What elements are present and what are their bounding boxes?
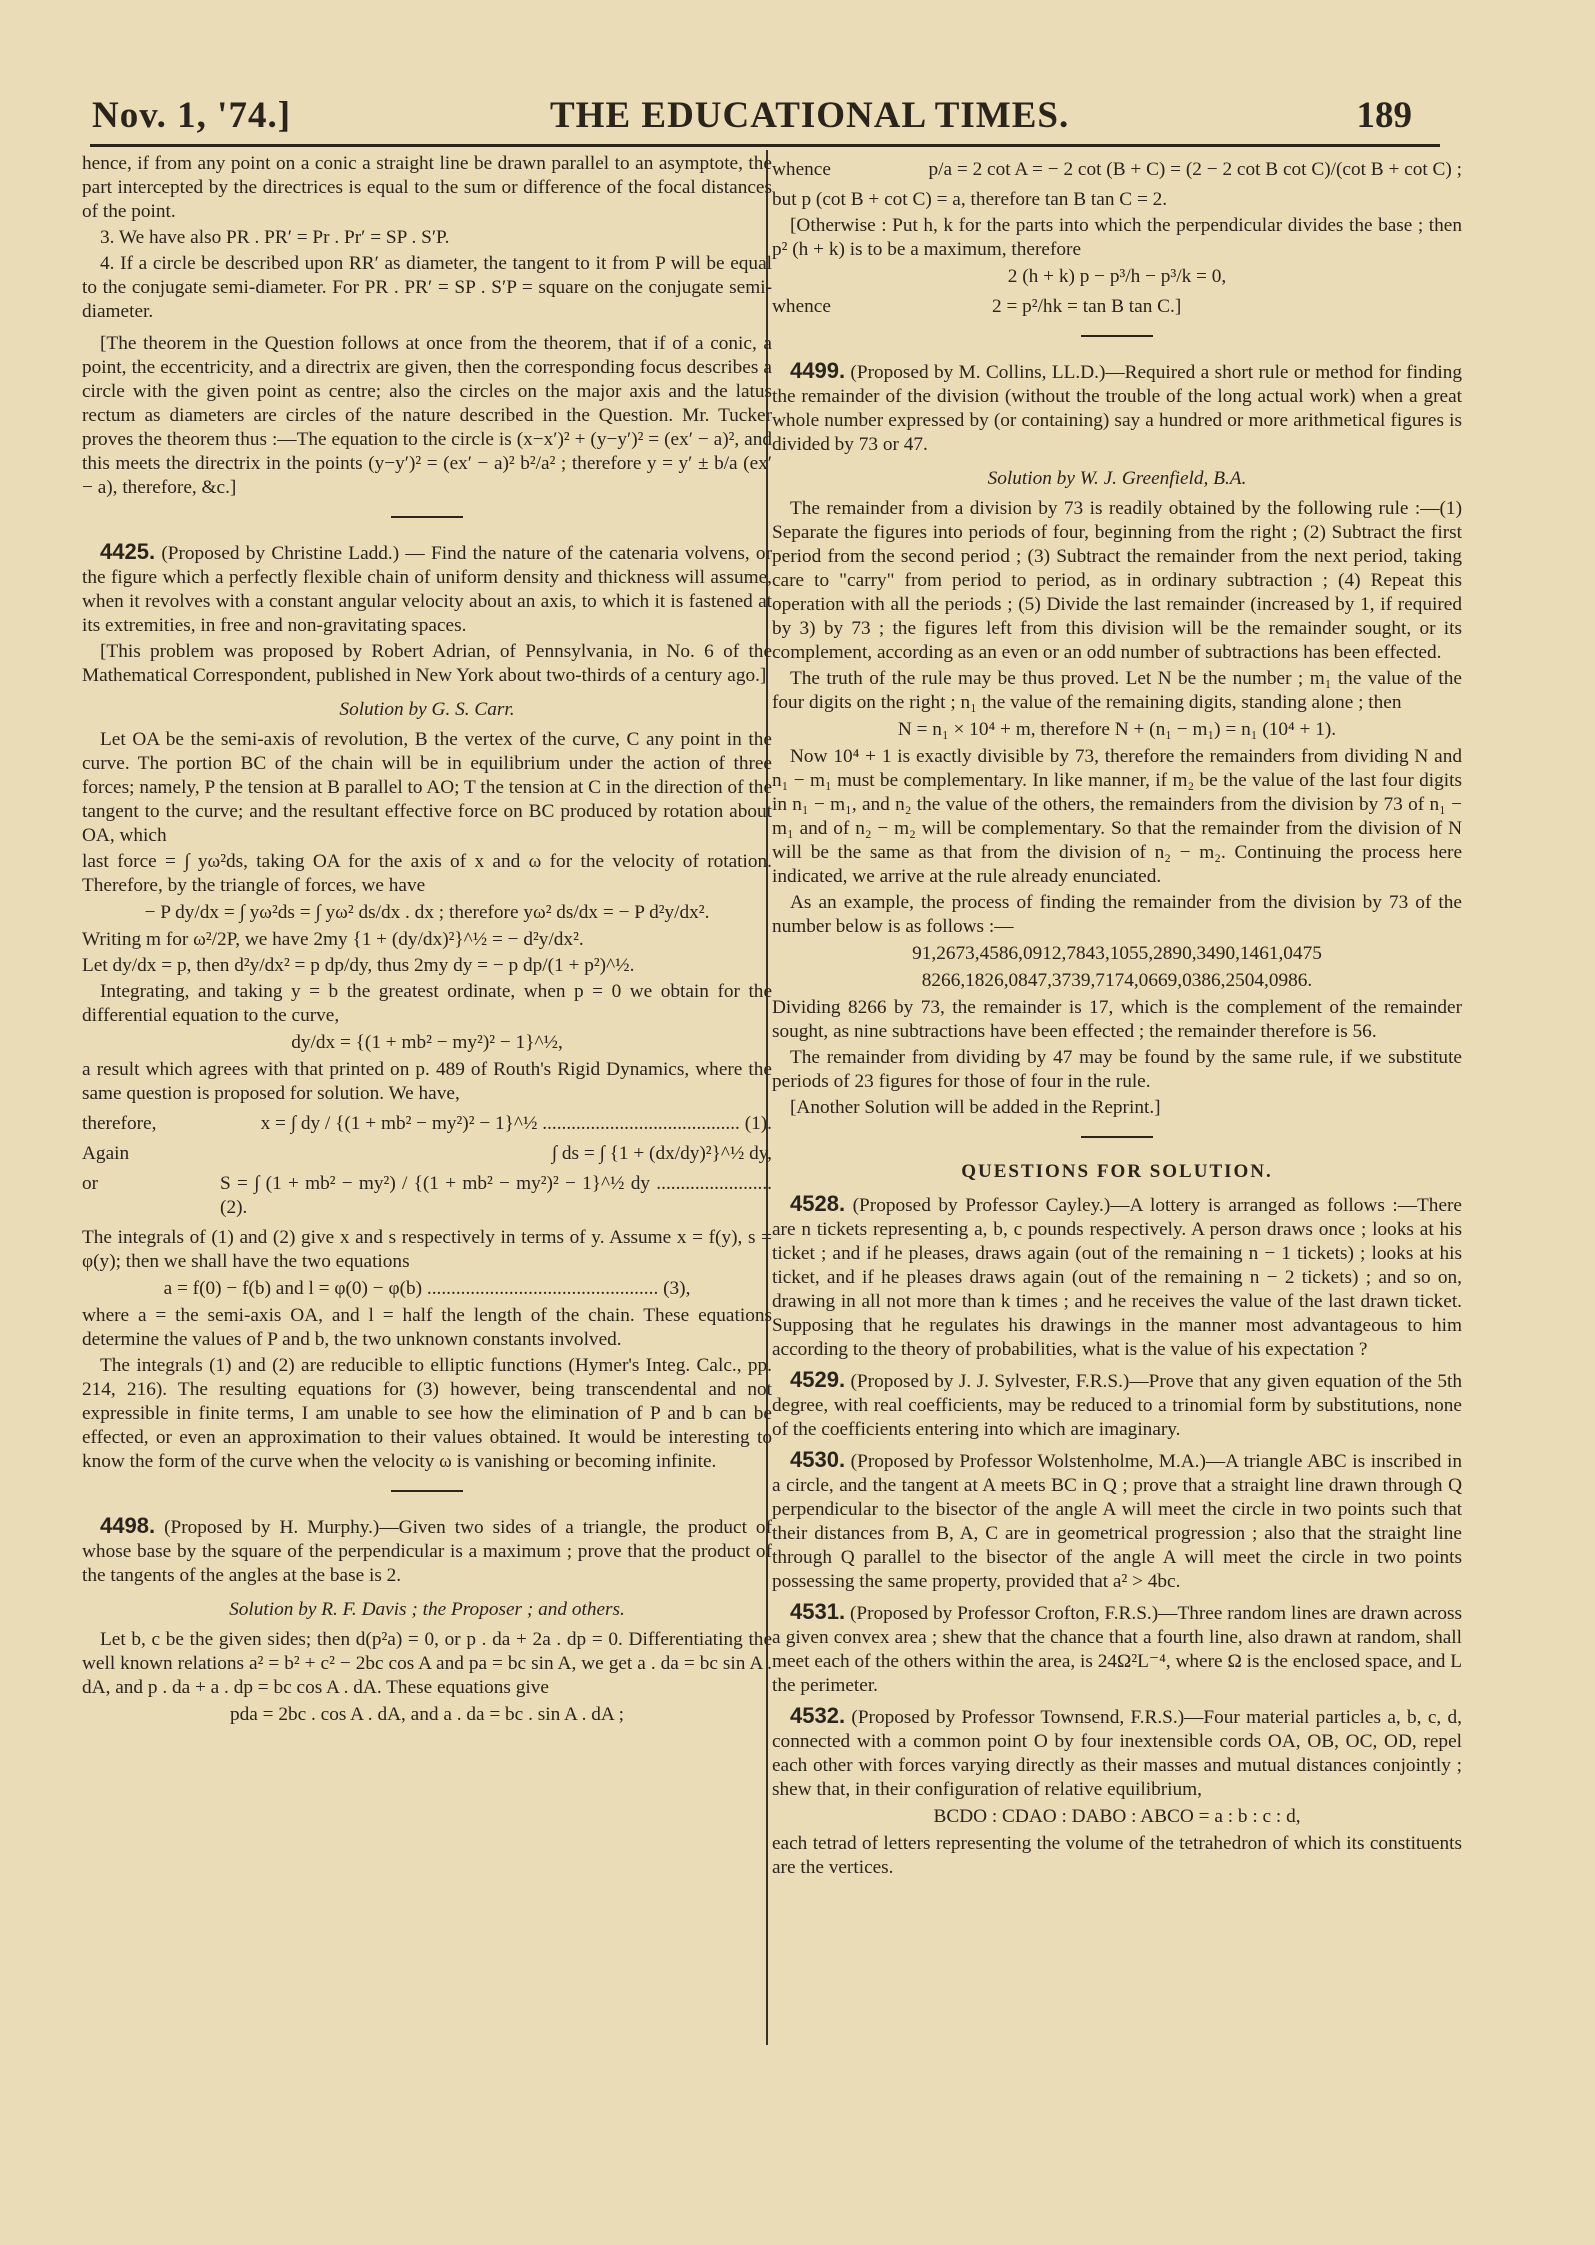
equation-row bbox=[82, 1172, 772, 1220]
equation: p/a = 2 cot A = − 2 cot (B + C) = (2 − 2 cot B cot C)/(cot B + cot C) ; bbox=[928, 159, 1462, 180]
question-text: (Proposed by Professor Cayley.)—A lottery is arranged as follows :—There are n tickets representing a, b, c pounds respectively. A person draws once ; looks at his ticket ; and if he pleases, draws again (out of the remaining n − 1 tickets) ; looks at his ticket, and if he pleases draws again (out of the remaining n − 2 tickets) ; and so on, drawing in all not more than k times ; and he receives the value of the last drawn ticket. Supposing that he regulates his drawings in the manner most advantageous to him according to the theory of probabilities, what is the value of his expectation ? bbox=[772, 1195, 1462, 1360]
equation: dy/dx = {(1 + mb² − my²)² − 1}^½, bbox=[291, 1032, 563, 1053]
paragraph: last force = ∫ yω²ds, taking OA for the axis of x and ω for the velocity of rotation. Therefore, by the triangle of forces, we have bbox=[82, 851, 772, 896]
question-number: 4425. bbox=[100, 539, 156, 564]
solution-heading: Solution by R. F. Davis ; the Proposer ; and others. bbox=[229, 1599, 625, 1620]
paragraph: The remainder from dividing by 47 may be found by the same rule, if we substitute periods of 23 figures for those of four in the rule. bbox=[772, 1047, 1462, 1092]
paragraph: hence, if from any point on a conic a straight line be drawn parallel to an asymptote, the part intercepted by the directrices is equal to the sum or difference of the focal distances of the point. bbox=[82, 153, 772, 222]
question-number: 4498. bbox=[100, 1513, 156, 1538]
paragraph: 3. We have also PR . PR′ = Pr . Pr′ = SP . S′P. bbox=[100, 227, 450, 248]
question-number: 4499. bbox=[790, 358, 846, 383]
equation: a = f(0) − f(b) and l = φ(0) − φ(b) ................................................ (3), bbox=[163, 1278, 691, 1299]
question-text: (Proposed by H. Murphy.)—Given two sides of a triangle, the product of whose base by the square of the perpendicular is a maximum ; prove that the product of the tangents of the angles at the base is 2. bbox=[82, 1517, 772, 1586]
right-column bbox=[772, 152, 1462, 2042]
left-column bbox=[82, 152, 772, 2042]
equation: S = ∫ (1 + mb² − my²) / {(1 + mb² − my²)² − 1}^½ dy ........................ (2). bbox=[220, 1173, 772, 1218]
paragraph: but p (cot B + cot C) = a, therefore tan B tan C = 2. bbox=[772, 189, 1168, 210]
paragraph: The integrals of (1) and (2) give x and s respectively in terms of y. Assume x = f(y), s = φ(y); then we shall have the two equations bbox=[82, 1227, 772, 1272]
paragraph: Let OA be the semi-axis of revolution, B the vertex of the curve, C any point in the curve. The portion BC of the chain will be in equilibrium under the action of three forces; namely, P the tension at B parallel to AO; T the tension at C in the direction of the tangent to the curve; and the resultant effective force on BC produced by rotation about OA, which bbox=[82, 729, 772, 846]
equation: 2 = p²/hk = tan B tan C.] bbox=[992, 296, 1182, 317]
paragraph: The truth of the rule may be thus proved. Let N be the number ; m₁ the value of the four digits on the right ; n₁ the value of the remaining digits, standing alone ; then bbox=[772, 668, 1462, 713]
paragraph: Dividing 8266 by 73, the remainder is 17, which is the complement of the remainder sought, as nine subtractions have been effected ; the remainder therefore is 56. bbox=[772, 997, 1462, 1042]
paragraph: As an example, the process of finding the remainder from the division by 73 of the number below is as follows :— bbox=[772, 892, 1462, 937]
paragraph: 4. If a circle be described upon RR′ as diameter, the tangent to it from P will be equal to the conjugate semi-diameter. For PR . PR′ = SP . S′P = square on the conjugate semi-diameter. bbox=[82, 253, 772, 322]
journal-title: THE EDUCATIONAL TIMES. bbox=[550, 95, 1070, 136]
equation: Let dy/dx = p, then d²y/dx² = p dp/dy, thus 2my dy = − p dp/(1 + p²)^½. bbox=[82, 955, 635, 976]
equation-label: Again bbox=[82, 1143, 130, 1164]
paragraph: each tetrad of letters representing the volume of the tetrahedron of which its constituents are the vertices. bbox=[772, 1833, 1462, 1878]
equation: Writing m for ω²/2P, we have 2my {1 + (dy/dx)²}^½ = − d²y/dx². bbox=[82, 929, 584, 950]
paragraph: [Otherwise : Put h, k for the parts into which the perpendicular divides the base ; then p² (h + k) is to be a maximum, therefore bbox=[772, 215, 1462, 260]
equation: pda = 2bc . cos A . dA, and a . da = bc . sin A . dA ; bbox=[230, 1704, 624, 1725]
equation-label: therefore, bbox=[82, 1113, 157, 1134]
solution-heading: Solution by G. S. Carr. bbox=[339, 699, 515, 720]
paragraph: Let b, c be the given sides; then d(p²a) = 0, or p . da + 2a . dp = 0. Differentiating the well known relations a² = b² + c² − 2bc cos A and pa = bc sin A, we get a . da = bc sin A . dA, and p . da + a . dp = bc cos A . dA. These equations give bbox=[82, 1629, 772, 1698]
section-rule bbox=[1081, 335, 1153, 337]
question-text: (Proposed by Professor Townsend, F.R.S.)—Four material particles a, b, c, d, connected with a common point O by four inextensible cords OA, OB, OC, OD, repel each other with forces varying directly as their masses and mutual distances conjointly ; shew that, in their configuration of relative equilibrium, bbox=[772, 1707, 1462, 1800]
equation: BCDO : CDAO : DABO : ABCO = a : b : c : d, bbox=[933, 1806, 1301, 1827]
question-text: (Proposed by Professor Crofton, F.R.S.)—Three random lines are drawn across a given convex area ; shew that the chance that a fourth line, also drawn at random, shall meet each of the others within the area, is 24Ω²L⁻⁴, where Ω is the enclosed space, and L the perimeter. bbox=[772, 1603, 1462, 1696]
section-rule bbox=[391, 1490, 463, 1492]
equation: N = n₁ × 10⁴ + m, therefore N + (n₁ − m₁) = n₁ (10⁴ + 1). bbox=[897, 719, 1337, 740]
question-number: 4531. bbox=[790, 1599, 846, 1624]
paragraph: [The theorem in the Question follows at once from the theorem, that if of a conic, a point, the eccentricity, and a directrix are given, then the corresponding focus describes a circle with the given point as centre; also the circles on the major axis and the latus rectum as diameters are circles of the nature described in the Question. Mr. Tucker proves the theorem thus :—The equation to the circle is (x−x′)² + (y−y′)² = (ex′ − a)², and this meets the directrix in the points (y−y′)² = (ex′ − a)² b²/a² ; therefore y = y′ ± b/a (ex′ − a), therefore, &c.] bbox=[82, 333, 772, 498]
section-title: QUESTIONS FOR SOLUTION. bbox=[961, 1161, 1273, 1182]
number-line: 8266,1826,0847,3739,7174,0669,0386,2504,0986. bbox=[921, 970, 1313, 991]
equation-label: whence bbox=[772, 296, 831, 317]
question-number: 4529. bbox=[790, 1367, 846, 1392]
question-number: 4528. bbox=[790, 1191, 846, 1216]
section-rule bbox=[1081, 1136, 1153, 1138]
paragraph: The integrals (1) and (2) are reducible to elliptic functions (Hymer's Integ. Calc., pp. 214, 216). The resulting equations for (3) however, being transcendental and not expressible in finite terms, I am unable to see how the elimination of P and b can be effected, or even an approximation to their values obtained. It would be interesting to know the form of the curve when the velocity ω is vanishing or becoming infinite. bbox=[82, 1355, 772, 1472]
paragraph: where a = the semi-axis OA, and l = half the length of the chain. These equations determine the values of P and b, the two unknown constants involved. bbox=[82, 1305, 772, 1350]
question-text: (Proposed by Christine Ladd.) — Find the nature of the catenaria volvens, or the figure which a perfectly flexible chain of uniform density and thickness will assume, when it revolves with a constant angular velocity about an axis, to which it is fastened at its extremities, in free and non-gravitating spaces. bbox=[82, 543, 772, 636]
equation-label: or bbox=[82, 1173, 99, 1194]
equation-row bbox=[82, 1142, 772, 1166]
equation-label: whence bbox=[772, 159, 831, 180]
question-number: 4532. bbox=[790, 1703, 846, 1728]
header-rule bbox=[90, 144, 1440, 147]
section-rule bbox=[391, 516, 463, 518]
paragraph: a result which agrees with that printed on p. 489 of Routh's Rigid Dynamics, where the same question is proposed for solution. We have, bbox=[82, 1059, 772, 1104]
question-text: (Proposed by Professor Wolstenholme, M.A.)—A triangle ABC is inscribed in a circle, and the tangent at A meets BC in Q ; prove that a straight line drawn through Q perpendicular to the bisector of the angle A will meet the circle in two points such that their distances from B, A, C are in geometrical progression ; also that the straight line through Q parallel to the bisector of the angle A will meet the circle in two points possessing the same property, provided that a² > 4bc. bbox=[772, 1451, 1462, 1592]
equation: x = ∫ dy / {(1 + mb² − my²)² − 1}^½ ......................................... (1). bbox=[260, 1113, 772, 1134]
question-number: 4530. bbox=[790, 1447, 846, 1472]
page-number: 189 bbox=[1356, 95, 1412, 136]
paragraph: Now 10⁴ + 1 is exactly divisible by 73, therefore the remainders from dividing N and n₁ − m₁ must be complementary. In like manner, if m₂ be the value of the last four digits in n₁ − m₁, and n₂ the value of the others, the remainders from the division by 73 of n₁ − m₁ and of n₂ − m₂ will be complementary. So that the remainder from the division of N will be the same as that from the division of n₂ − m₂. Continuing the process here indicated, we arrive at the rule already enunciated. bbox=[772, 746, 1462, 887]
equation: 2 (h + k) p − p³/h − p³/k = 0, bbox=[1007, 266, 1227, 287]
paragraph: Integrating, and taking y = b the greatest ordinate, when p = 0 we obtain for the differential equation to the curve, bbox=[82, 981, 772, 1026]
question-text: (Proposed by J. J. Sylvester, F.R.S.)—Prove that any given equation of the 5th degree, with real coefficients, may be reduced to a trinomial form by substitutions, none of the coefficients entering into which are imaginary. bbox=[772, 1371, 1462, 1440]
page-header bbox=[80, 88, 1440, 144]
question-text: (Proposed by M. Collins, LL.D.)—Required a short rule or method for finding the remainder of the division (without the trouble of the long actual work) when a great whole number expressed by (or containing) say a hundred or more arithmetical figures is divided by 73 or 47. bbox=[772, 362, 1462, 455]
equation-row bbox=[772, 158, 1462, 182]
header-date: Nov. 1, '74.] bbox=[92, 95, 292, 136]
equation-row bbox=[772, 295, 1462, 319]
editor-note: [This problem was proposed by Robert Adrian, of Pennsylvania, in No. 6 of the Mathematical Correspondent, published in New York about two-thirds of a century ago.] bbox=[82, 641, 772, 686]
paragraph: The remainder from a division by 73 is readily obtained by the following rule :—(1) Separate the figures into periods of four, beginning from the right ; (2) Subtract the first period from the second period ; (3) Subtract the remainder from the next period, taking care to "carry" from period to period, as in ordinary subtraction ; (4) Repeat this operation with all the periods ; (5) Divide the last remainder (increased by 1, if required by 3) by 73 ; the figures left from this division will be the remainder sought, or its complement, according as an even or an odd number of subtractions has been effected. bbox=[772, 498, 1462, 663]
equation: − P dy/dx = ∫ yω²ds = ∫ yω² ds/dx . dx ; therefore yω² ds/dx = − P d²y/dx². bbox=[144, 902, 710, 923]
equation-row bbox=[82, 1112, 772, 1136]
equation: ∫ ds = ∫ {1 + (dx/dy)²}^½ dy, bbox=[551, 1143, 772, 1164]
editor-note: [Another Solution will be added in the Reprint.] bbox=[790, 1097, 1161, 1118]
solution-heading: Solution by W. J. Greenfield, B.A. bbox=[987, 468, 1247, 489]
number-line: 91,2673,4586,0912,7843,1055,2890,3490,1461,0475 bbox=[912, 943, 1322, 964]
